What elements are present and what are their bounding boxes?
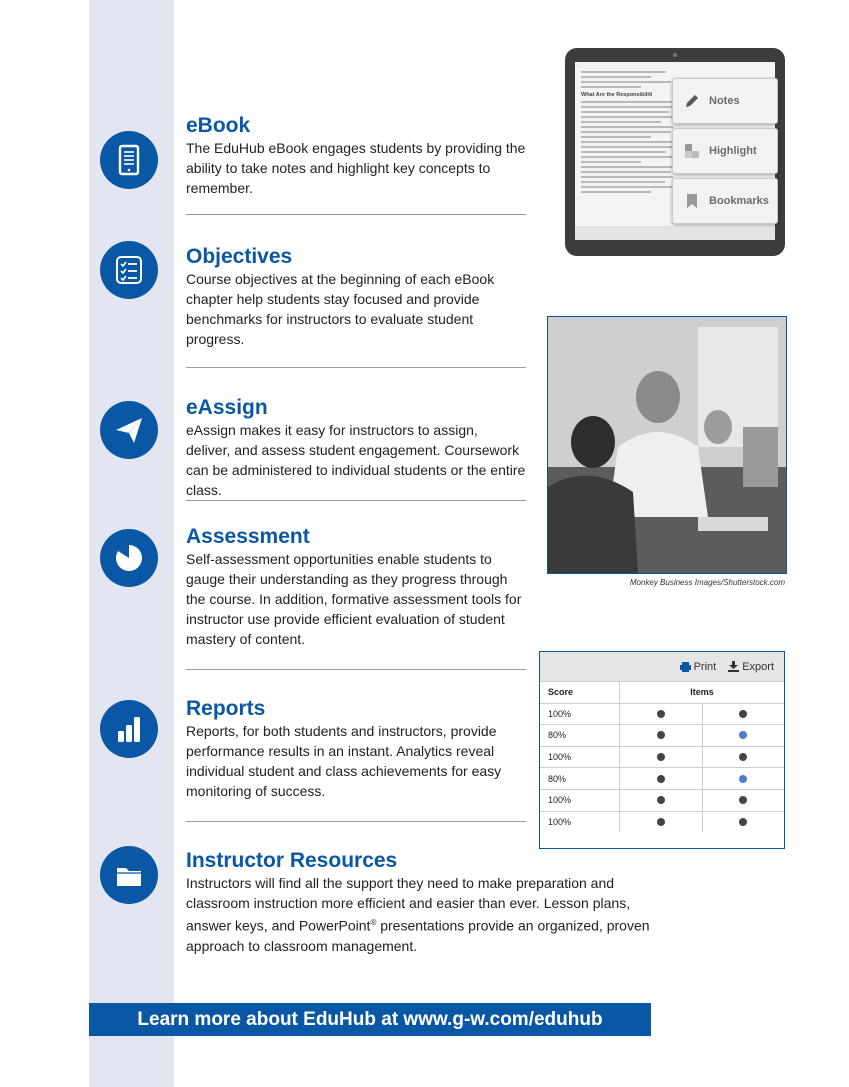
- score-header: Score: [548, 687, 574, 698]
- camera-dot: [673, 53, 677, 57]
- feature-title: Assessment: [186, 525, 310, 548]
- score-cell: 80%: [548, 730, 567, 741]
- resources-title: Instructor Resources: [186, 849, 398, 872]
- table-row: [540, 790, 784, 812]
- feature-objectives: [186, 245, 526, 349]
- item-dot: [657, 796, 665, 804]
- instructor-resources: [186, 849, 656, 956]
- divider: [186, 669, 526, 670]
- export-label: Export: [742, 660, 774, 673]
- table-row: [540, 812, 784, 833]
- print-button[interactable]: [680, 661, 717, 673]
- item-dot: [739, 731, 747, 739]
- feature-text: The EduHub eBook engages students by providing the ability to take notes and highlight key concepts to remember.: [186, 140, 526, 196]
- highlight-button[interactable]: [672, 128, 778, 174]
- item-dot: [739, 710, 747, 718]
- item-dot: [739, 796, 747, 804]
- item-dot: [657, 818, 665, 826]
- divider: [186, 821, 526, 822]
- item-dot: [657, 775, 665, 783]
- folder-icon: [100, 846, 158, 904]
- report-toolbar: [540, 652, 784, 682]
- highlight-icon: [683, 142, 701, 160]
- score-cell: 100%: [548, 816, 572, 827]
- feature-text: Reports, for both students and instructors, provide performance results in an instant. Analytics reveal individual student and class achievements for easy monitoring of success.: [186, 723, 502, 799]
- score-cell: 100%: [548, 795, 572, 806]
- bookmark-icon: [683, 192, 701, 210]
- feature-title: eBook: [186, 114, 251, 137]
- item-dot: [739, 775, 747, 783]
- ebook-page: [581, 68, 676, 196]
- paper-plane-icon: [100, 401, 158, 459]
- bookmarks-button[interactable]: [672, 178, 778, 224]
- feature-eassign: [186, 396, 526, 500]
- divider: [186, 500, 526, 501]
- resources-text-part: Instructors will find all the support they need to make preparation and classroom instruction more efficient and easier than ever. Lesson plans, answer keys, and PowerPoint: [186, 875, 631, 934]
- feature-text: eAssign makes it easy for instructors to assign, deliver, and assess student engagement. Coursework can be administered to individual students or the entire class.: [186, 422, 526, 498]
- table-row: [540, 725, 784, 747]
- item-dot: [657, 731, 665, 739]
- table-row: [540, 768, 784, 790]
- score-cell: 100%: [548, 752, 572, 763]
- bar-chart-icon: [100, 700, 158, 758]
- feature-text: Self-assessment opportunities enable students to gauge their understanding as they progress through the course. In addition, formative assessment tools for instructor use provide efficient evaluation of student mastery of content.: [186, 551, 522, 647]
- divider: [186, 367, 526, 368]
- feature-reports: [186, 697, 526, 801]
- printer-icon: [680, 662, 691, 672]
- registered-mark: ®: [370, 918, 377, 927]
- pencil-icon: [683, 92, 701, 110]
- report-table: [539, 651, 785, 849]
- item-dot: [657, 753, 665, 761]
- feature-ebook: [186, 114, 526, 198]
- notes-label: Notes: [709, 95, 740, 107]
- pie-chart-icon: [100, 529, 158, 587]
- tablet-illustration: [565, 48, 785, 256]
- item-dot: [739, 818, 747, 826]
- table-header-row: [540, 682, 784, 704]
- feature-text: Course objectives at the beginning of each eBook chapter help students stay focused and provide benchmarks for instructors to evaluate student progress.: [186, 271, 495, 347]
- tablet-icon: [100, 131, 158, 189]
- table-row: [540, 704, 784, 726]
- checklist-icon: [100, 241, 158, 299]
- feature-title: Reports: [186, 697, 266, 720]
- eduhub-banner-link[interactable]: Learn more about EduHub at www.g-w.com/eduhub: [89, 1003, 651, 1036]
- score-cell: 100%: [548, 708, 572, 719]
- resources-text: [186, 873, 656, 956]
- notes-button[interactable]: [672, 78, 778, 124]
- bookmarks-label: Bookmarks: [709, 195, 769, 207]
- print-label: Print: [693, 660, 717, 673]
- ebook-toolbar: [575, 226, 775, 240]
- divider: [186, 214, 526, 215]
- highlight-label: Highlight: [709, 145, 757, 157]
- export-button[interactable]: [728, 661, 774, 673]
- classroom-photo: [547, 316, 787, 574]
- ebook-heading: What Are the Responsibiliti: [581, 92, 653, 98]
- score-cell: 80%: [548, 773, 567, 784]
- resources-text-part: presentations provide an organized, proven approach to classroom management.: [186, 917, 650, 954]
- table-row: [540, 747, 784, 769]
- feature-title: Objectives: [186, 245, 293, 268]
- photo-scene: [548, 317, 786, 573]
- feature-assessment: [186, 525, 526, 649]
- photo-credit: Monkey Business Images/Shutterstock.com: [629, 578, 785, 587]
- feature-title: eAssign: [186, 396, 268, 419]
- item-dot: [739, 753, 747, 761]
- item-dot: [657, 710, 665, 718]
- download-icon: [728, 661, 739, 672]
- items-header: Items: [619, 682, 784, 703]
